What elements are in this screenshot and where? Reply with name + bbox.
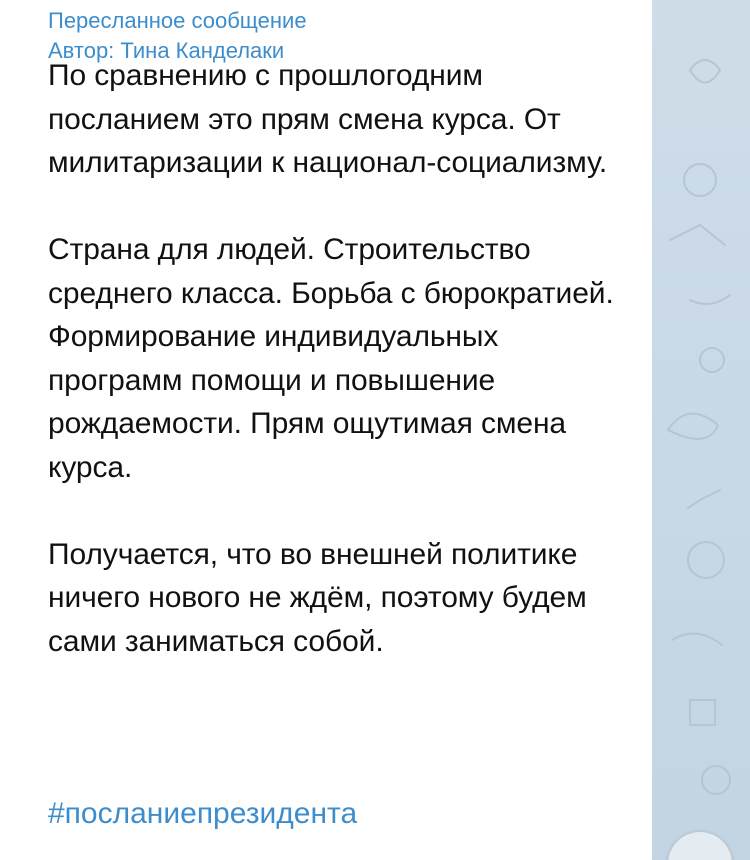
message-paragraph: Страна для людей. Строительство среднего класса. Борьба с бюрократией. Формирование индивидуальных программ помощи и повышение рождаемости. Прям ощутимая смена курса.	[48, 233, 614, 484]
paragraph-gap	[48, 185, 638, 229]
message-text	[48, 54, 638, 663]
message-paragraph: По сравнению с прошлогодним посланием это прям смена курса. От милитаризации к национал-социализму.	[48, 59, 608, 179]
message-paragraph: Получается, что во внешней политике ничего нового не ждём, поэтому будем сами заниматься собой.	[48, 537, 587, 658]
hashtag-link[interactable]: #посланиепрезидента	[48, 797, 358, 830]
author-prefix: Автор:	[48, 38, 115, 63]
forwarded-message-label: Пересланное сообщение	[48, 8, 307, 33]
author-name-link[interactable]: Тина Канделаки	[120, 38, 285, 63]
paragraph-gap	[48, 489, 638, 533]
